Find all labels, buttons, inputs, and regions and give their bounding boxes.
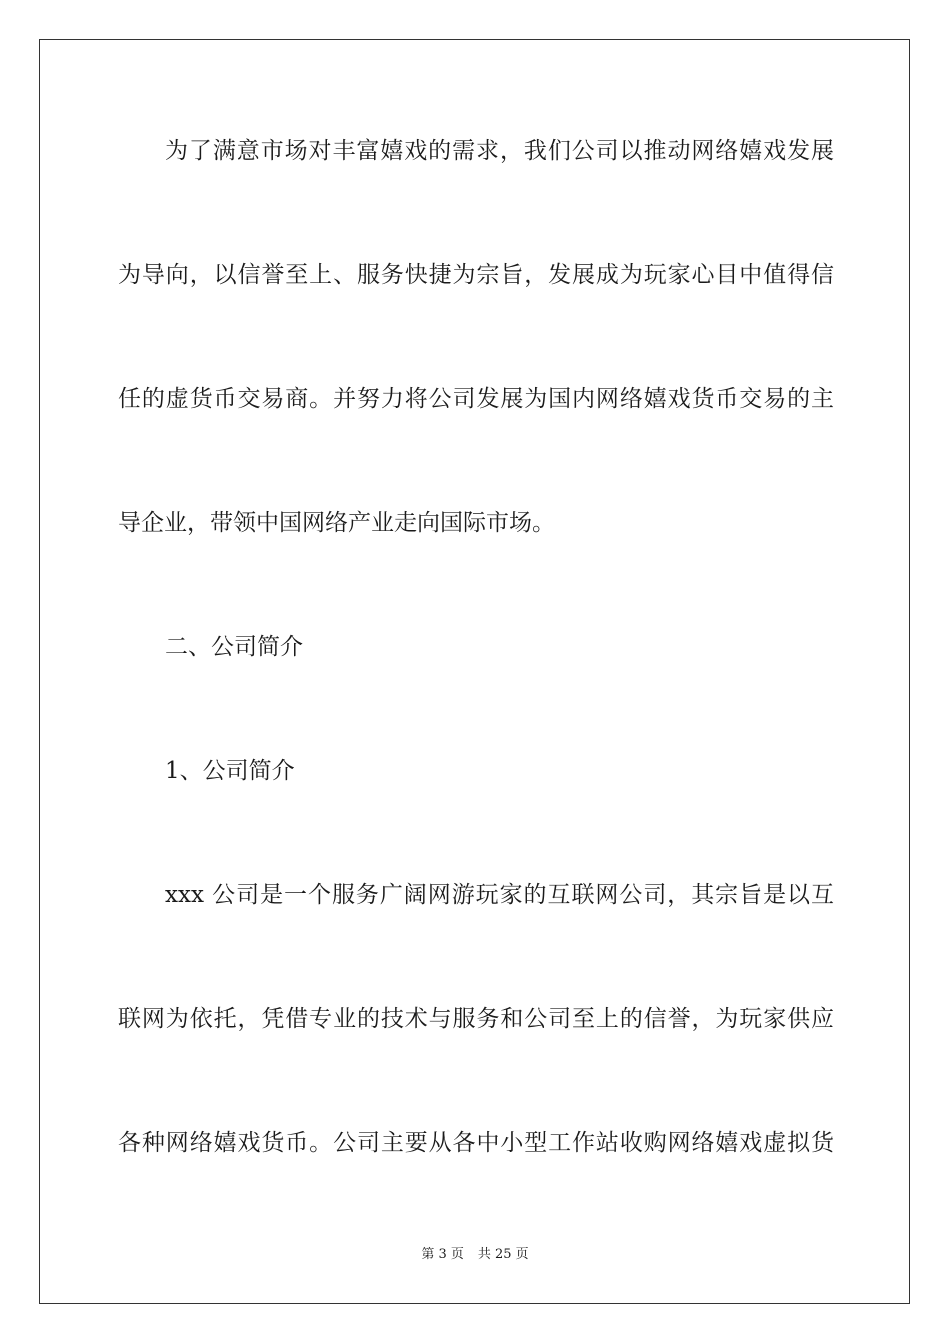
- section-heading: 二、公司简介: [165, 634, 303, 660]
- subsection-heading: 1、公司简介: [165, 758, 295, 784]
- paragraph-1-line-3: 任的虚货币交易商。并努力将公司发展为国内网络嬉戏货币交易的主: [118, 386, 834, 412]
- page-footer: [0, 1246, 950, 1264]
- paragraph-2-line-1: xxx 公司是一个服务广阔网游玩家的互联网公司，其宗旨是以互: [165, 882, 834, 908]
- page-number: 第 3 页: [421, 1247, 464, 1262]
- page-border: [39, 39, 910, 1304]
- paragraph-1-line-2: 为导向，以信誉至上、服务快捷为宗旨，发展成为玩家心目中值得信: [118, 262, 834, 288]
- paragraph-2-line-3: 各种网络嬉戏货币。公司主要从各中小型工作站收购网络嬉戏虚拟货: [118, 1130, 834, 1156]
- page-total: 共 25 页: [477, 1247, 529, 1262]
- paragraph-2-line-2: 联网为依托，凭借专业的技术与服务和公司至上的信誉，为玩家供应: [118, 1006, 834, 1032]
- paragraph-1-line-4: 导企业，带领中国网络产业走向国际市场。: [118, 510, 555, 536]
- paragraph-1-line-1: 为了满意市场对丰富嬉戏的需求，我们公司以推动网络嬉戏发展: [165, 138, 834, 164]
